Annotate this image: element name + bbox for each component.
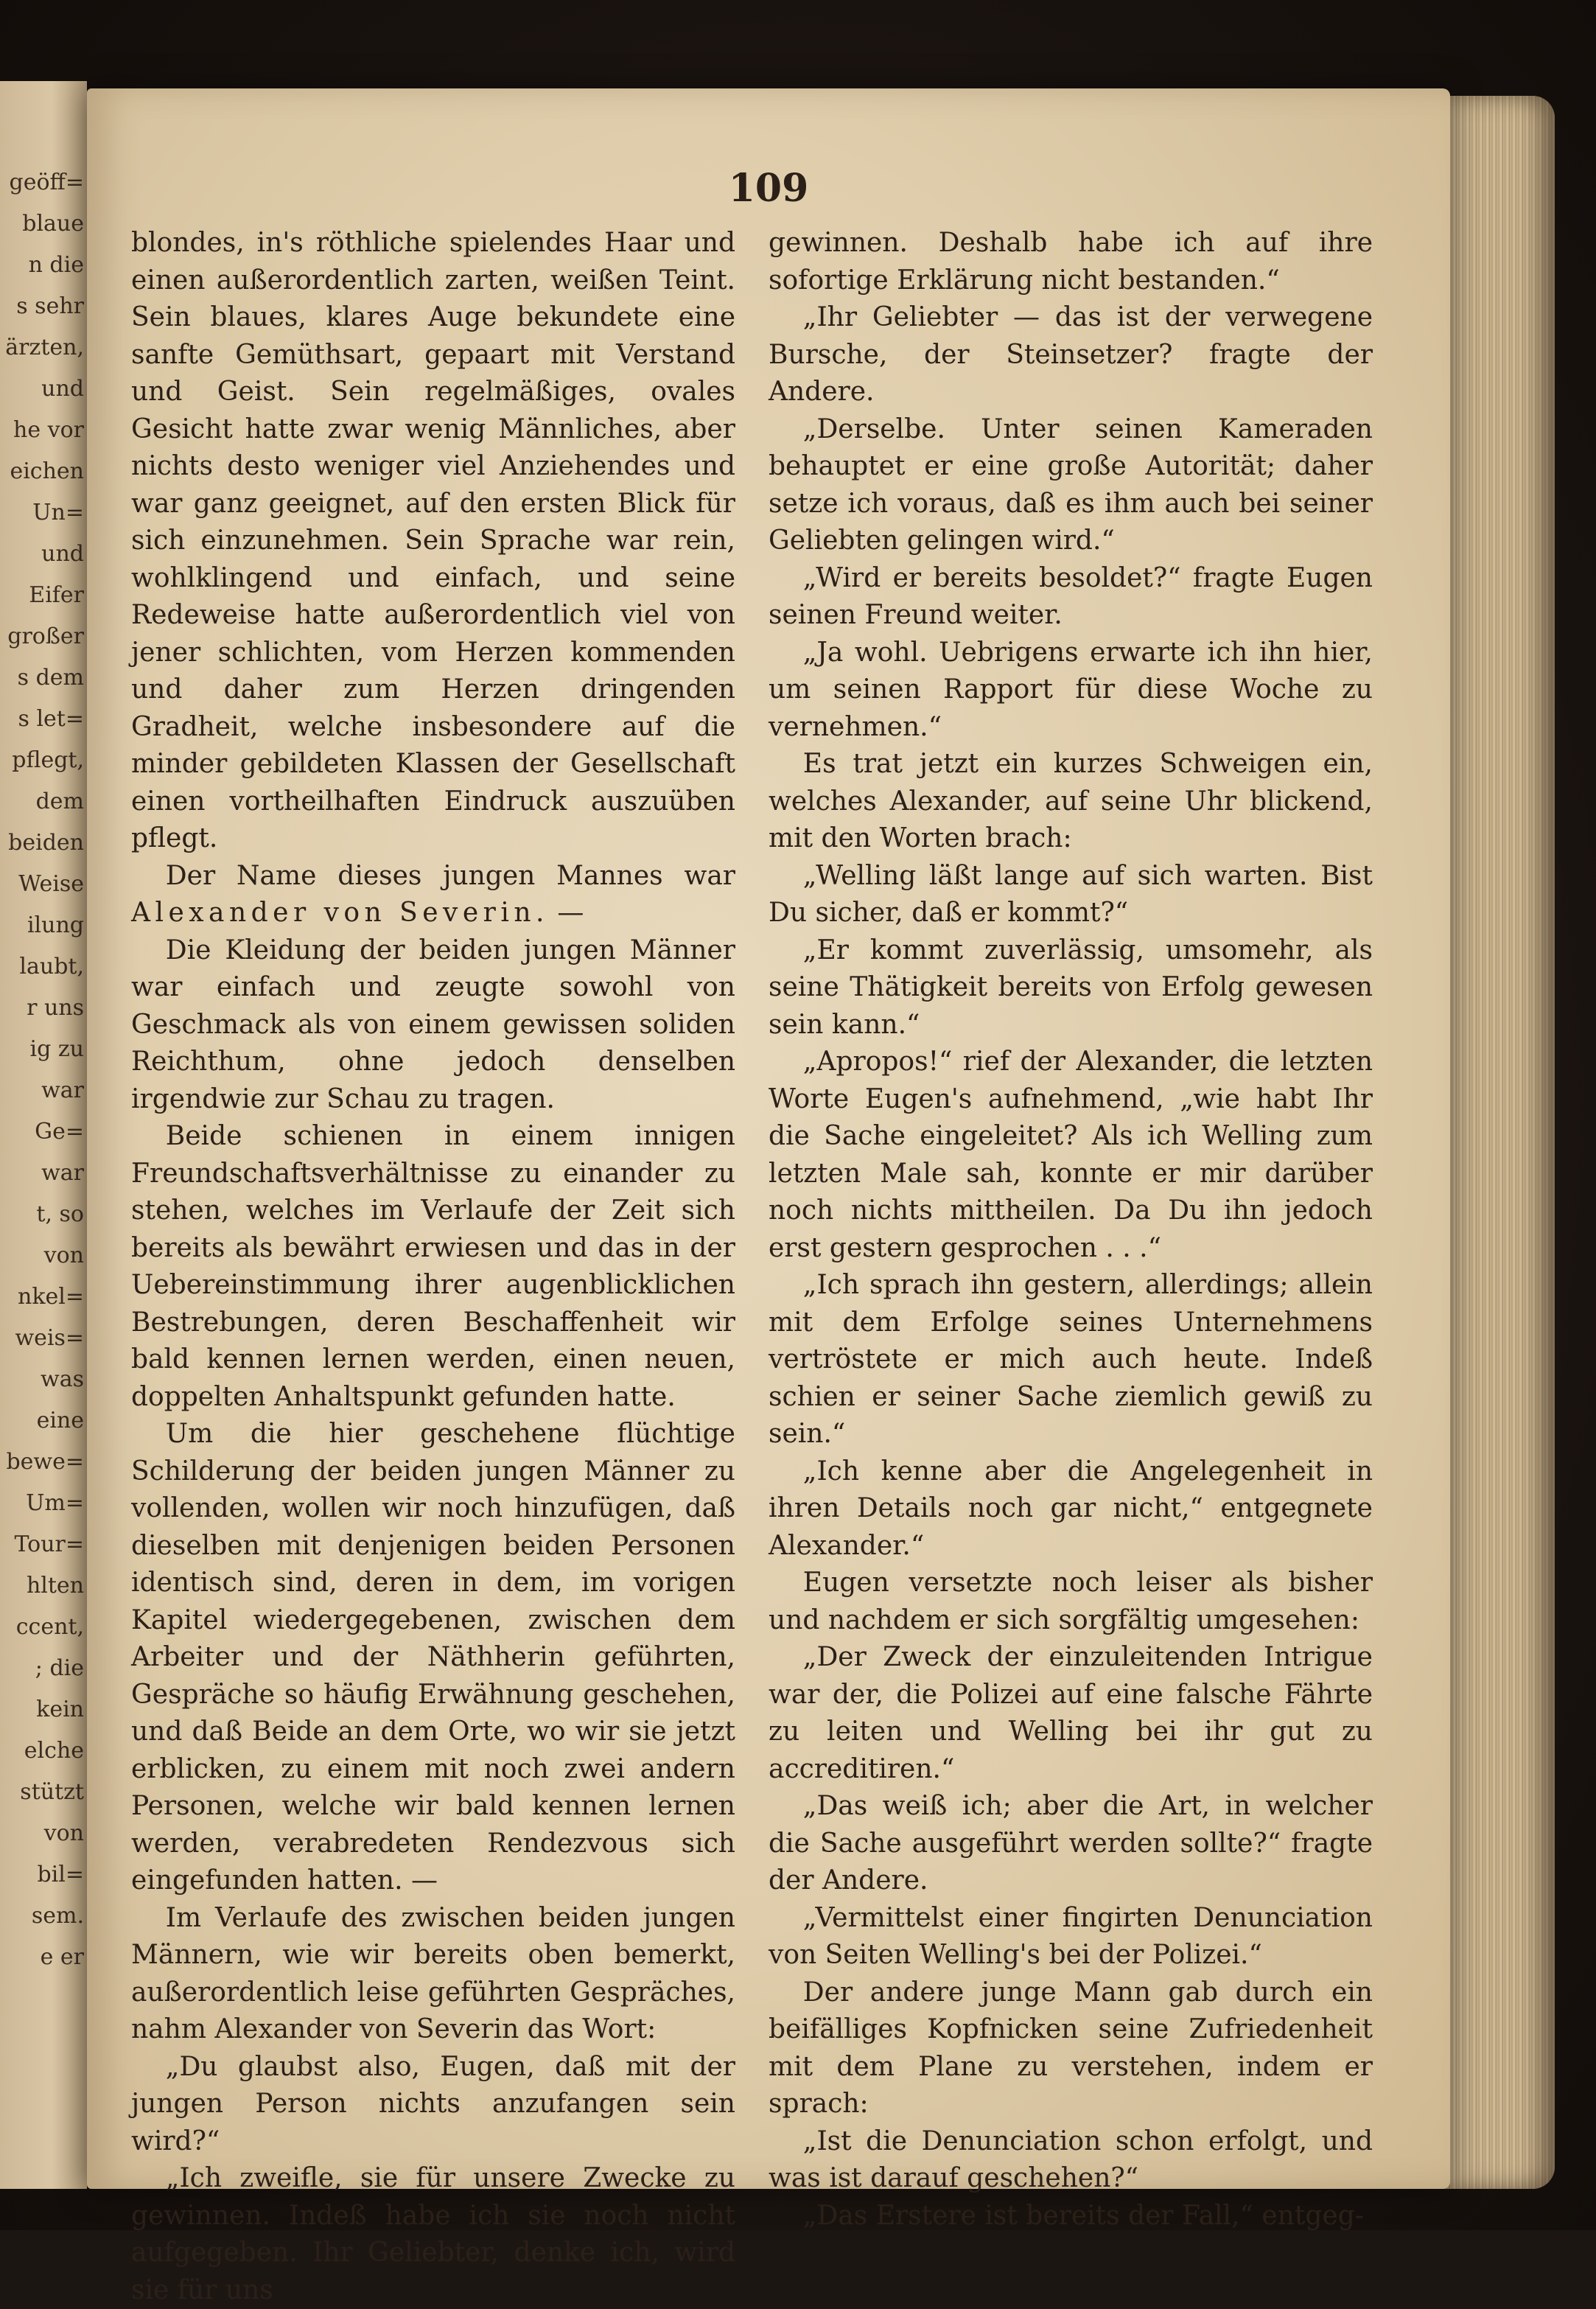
paragraph: Beide schienen in einem innigen Freundschaftsverhältnisse zu einander zu stehen, welches im Verlaufe der Zeit sich bereits als bewährt erwiesen und das in der Uebereinstimmung ihrer augenblicklichen Bestrebungen, deren Beschaffenheit wir bald kennen lernen werden, einen neuen, doppelten Anhaltspunkt gefunden hatte.	[131, 1121, 735, 1412]
paragraph: „Der Zweck der einzuleitenden Intrigue war der, die Polizei auf eine falsche Fährte zu leiten und Welling bei ihr gut zu accreditiren.“	[769, 1642, 1373, 1784]
paragraph: „Wird er bereits besoldet?“ fragte Eugen seinen Freund weiter.	[769, 562, 1373, 630]
margin-text-fragment: elche	[24, 1738, 84, 1764]
margin-text-fragment: ärzten,	[5, 335, 84, 360]
left-column	[131, 225, 735, 2309]
paragraph: Im Verlaufe des zwischen beiden jungen Männern, wie wir bereits oben bemerkt, außerordentlich leise geführten Gespräches, nahm Alexander von Severin das Wort:	[131, 1902, 735, 2044]
margin-text-fragment: beiden	[8, 830, 84, 856]
paragraph: „Ja wohl. Uebrigens erwarte ich ihn hier, um seinen Rapport für diese Woche zu vernehmen.“	[769, 637, 1373, 742]
margin-text-fragment: und	[41, 376, 84, 402]
margin-text-fragment: weis=	[15, 1325, 84, 1351]
margin-text-fragment: geöff=	[9, 170, 84, 195]
margin-text-fragment: war	[41, 1160, 84, 1186]
paragraph: „Vermittelst einer fingirten Denunciation von Seiten Welling's bei der Polizei.“	[769, 1902, 1373, 1970]
paragraph: „Welling läßt lange auf sich warten. Bist Du sicher, daß er kommt?“	[769, 860, 1373, 928]
margin-text-fragment: s sehr	[16, 293, 84, 319]
margin-text-fragment: nkel=	[18, 1284, 84, 1310]
margin-text-fragment: eichen	[10, 458, 84, 484]
paragraph: gewinnen. Deshalb habe ich auf ihre sofortige Erklärung nicht bestanden.“	[769, 228, 1373, 296]
paragraph: „Apropos!“ rief der Alexander, die letzten Worte Eugen's aufnehmend, „wie habt Ihr die Sache eingeleitet? Als ich Welling zum letzten Male sah, konnte er mir darüber noch nichts mittheilen. Da Du ihn jedoch erst gestern gesprochen . . .“	[769, 1047, 1373, 1263]
paragraph: „Das weiß ich; aber die Art, in welcher die Sache ausgeführt werden sollte?“ fragte der Andere.	[769, 1791, 1373, 1896]
paragraph: „Ist die Denunciation schon erfolgt, und was ist darauf geschehen?“	[769, 2125, 1373, 2193]
margin-text-fragment: was	[41, 1366, 84, 1392]
paragraph-tail: —	[548, 898, 584, 928]
paragraph-lead: Der Name dieses jungen Mannes war	[165, 860, 735, 891]
character-name: Alexander von Severin.	[131, 898, 549, 928]
right-column	[769, 225, 1373, 2235]
margin-text-fragment: e er	[40, 1944, 84, 1970]
margin-text-fragment: Tour=	[14, 1531, 84, 1557]
page-edges	[1437, 96, 1555, 2189]
margin-text-fragment: stützt	[20, 1779, 84, 1805]
margin-text-fragment: Um=	[26, 1490, 84, 1516]
page-number: 109	[728, 166, 809, 211]
paragraph: Um die hier geschehene flüchtige Schilderung der beiden jungen Männer zu vollenden, wollen wir noch hinzufügen, daß dieselben mit denjenigen beiden Personen identisch sind, deren in dem, im vorigen Kapitel wiedergegebenen, zwischen dem Arbeiter und der Näthherin geführten, Gespräche so häufig Erwähnung geschehen, und daß Beide an dem Orte, wo wir sie jetzt erblicken, zu einem mit noch zwei andern Personen, welche wir bald kennen lernen werden, verabredeten Rendezvous sich eingefunden hatten. —	[131, 1419, 735, 1896]
previous-page-fragment	[0, 81, 87, 2189]
paragraph: Der andere junge Mann gab durch ein beifälliges Kopfnicken seine Zufriedenheit mit dem Plane zu verstehen, indem er sprach:	[769, 1977, 1373, 2119]
paragraph: blondes, in's röthliche spielendes Haar und einen außerordentlich zarten, weißen Teint. Sein blaues, klares Auge bekundete eine sanfte Gemüthsart, gepaart mit Verstand und Geist. Sein regelmäßiges, ovales Gesicht hatte zwar wenig Männliches, aber nichts desto weniger viel Anziehendes und war ganz geeignet, auf den ersten Blick für sich einzunehmen. Sein Sprache war rein, wohlklingend und einfach, und seine Redeweise hatte außerordentlich viel von jener schlichten, vom Herzen kommenden und daher zum Herzen dringenden Gradheit, welche insbesondere auf die minder gebildeten Klassen der Gesellschaft einen vortheilhaften Eindruck auszuüben pflegt.	[131, 228, 735, 853]
paragraph: „Er kommt zuverlässig, umsomehr, als seine Thätigkeit bereits von Erfolg gewesen sein kann.“	[769, 935, 1373, 1040]
paragraph: Die Kleidung der beiden jungen Männer war einfach und zeugte sowohl von Geschmack als von einem gewissen soliden Reichthum, ohne jedoch denselben irgendwie zur Schau zu tragen.	[131, 935, 735, 1114]
paragraph: „Du glaubst also, Eugen, daß mit der jungen Person nichts anzufangen sein wird?“	[131, 2051, 735, 2156]
margin-text-fragment: bil=	[37, 1862, 84, 1887]
margin-text-fragment: ; die	[35, 1655, 84, 1681]
paragraph: „Ihr Geliebter — das ist der verwegene Bursche, der Steinsetzer? fragte der Andere.	[769, 302, 1373, 407]
margin-text-fragment: s let=	[18, 706, 84, 732]
margin-text-fragment: ccent,	[15, 1614, 84, 1640]
margin-text-fragment: ig zu	[29, 1036, 84, 1062]
book-page	[87, 88, 1450, 2305]
margin-text-fragment: von	[43, 1820, 84, 1846]
paragraph: „Das Erstere ist bereits der Fall,“ entgeg-	[802, 2200, 1364, 2231]
margin-text-fragment: Ge=	[35, 1119, 84, 1145]
margin-text-fragment: Un=	[32, 500, 84, 525]
margin-text-fragment: eine	[36, 1408, 84, 1433]
margin-text-fragment: Weise	[18, 871, 84, 897]
paragraph: „Ich zweifle, sie für unsere Zwecke zu gewinnen. Indeß habe ich sie noch nicht aufgegeben. Ihr Geliebter, denke ich, wird sie für uns	[131, 2163, 735, 2305]
margin-text-fragment: s dem	[17, 665, 84, 691]
margin-text-fragment: sem.	[31, 1903, 84, 1929]
paragraph	[131, 858, 735, 932]
margin-text-fragment: laubt,	[19, 954, 84, 979]
margin-text-fragment: ilung	[27, 912, 84, 938]
margin-text-fragment: dem	[35, 789, 84, 814]
margin-text-fragment: und	[41, 541, 84, 567]
margin-text-fragment: großer	[7, 623, 84, 649]
paragraph: Eugen versetzte noch leiser als bisher und nachdem er sich sorgfältig umgesehen:	[769, 1568, 1373, 1635]
paragraph: Es trat jetzt ein kurzes Schweigen ein, welches Alexander, auf seine Uhr blickend, mit den Worten brach:	[769, 749, 1373, 853]
paragraph: „Ich kenne aber die Angelegenheit in ihren Details noch gar nicht,“ entgegnete Alexander.“	[769, 1456, 1373, 1561]
margin-text-fragment: von	[43, 1243, 84, 1268]
margin-text-fragment: kein	[36, 1697, 84, 1722]
margin-text-fragment: Eifer	[29, 582, 84, 608]
paragraph: „Derselbe. Unter seinen Kameraden behauptet er eine große Autorität; daher setze ich voraus, daß es ihm auch bei seiner Geliebten gelingen wird.“	[769, 413, 1373, 556]
paragraph: „Ich sprach ihn gestern, allerdings; allein mit dem Erfolge seines Unternehmens vertröstete er mich auch heute. Indeß schien er seiner Sache ziemlich gewiß zu sein.“	[769, 1270, 1373, 1449]
margin-text-fragment: he vor	[13, 417, 84, 443]
margin-text-fragment: war	[41, 1077, 84, 1103]
margin-text-fragment: blaue	[22, 211, 84, 237]
margin-text-fragment: bewe=	[6, 1449, 84, 1475]
margin-text-fragment: pflegt,	[12, 747, 84, 773]
margin-text-fragment: t, so	[36, 1201, 84, 1227]
margin-text-fragment: r uns	[27, 995, 84, 1021]
margin-text-fragment: n die	[28, 252, 84, 278]
margin-text-fragment: hlten	[26, 1573, 84, 1599]
